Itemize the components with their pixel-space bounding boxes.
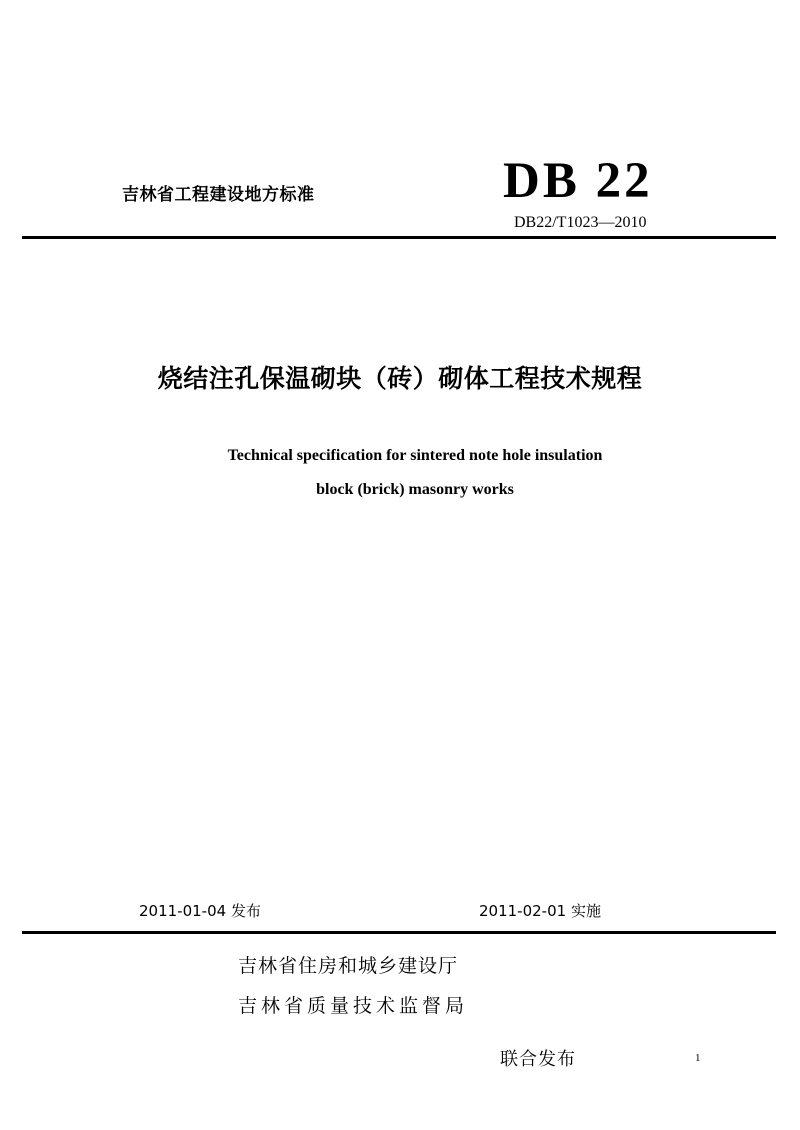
publisher-housing-department: 吉林省住房和城乡建设厅 <box>238 955 459 977</box>
page-number: 1 <box>695 1052 701 1064</box>
standard-category: 吉林省工程建设地方标准 <box>122 185 315 205</box>
publisher-quality-bureau: 吉林省质量技术监督局 <box>238 995 469 1017</box>
top-divider <box>22 236 776 239</box>
issue-date: 2011-01-04 发布 <box>139 902 261 920</box>
bottom-divider <box>22 931 776 934</box>
implementation-date: 2011-02-01 实施 <box>479 902 601 920</box>
document-title-english-line2: block (brick) masonry works <box>316 481 514 498</box>
document-title-chinese: 烧结注孔保温砌块（砖）砌体工程技术规程 <box>157 364 643 393</box>
standard-code: DB 22 <box>503 153 653 209</box>
document-title-english-line1: Technical specification for sintered note hole insulation <box>227 447 603 464</box>
joint-issue-label: 联合发布 <box>500 1049 576 1070</box>
standard-number: DB22/T1023—2010 <box>514 214 647 231</box>
